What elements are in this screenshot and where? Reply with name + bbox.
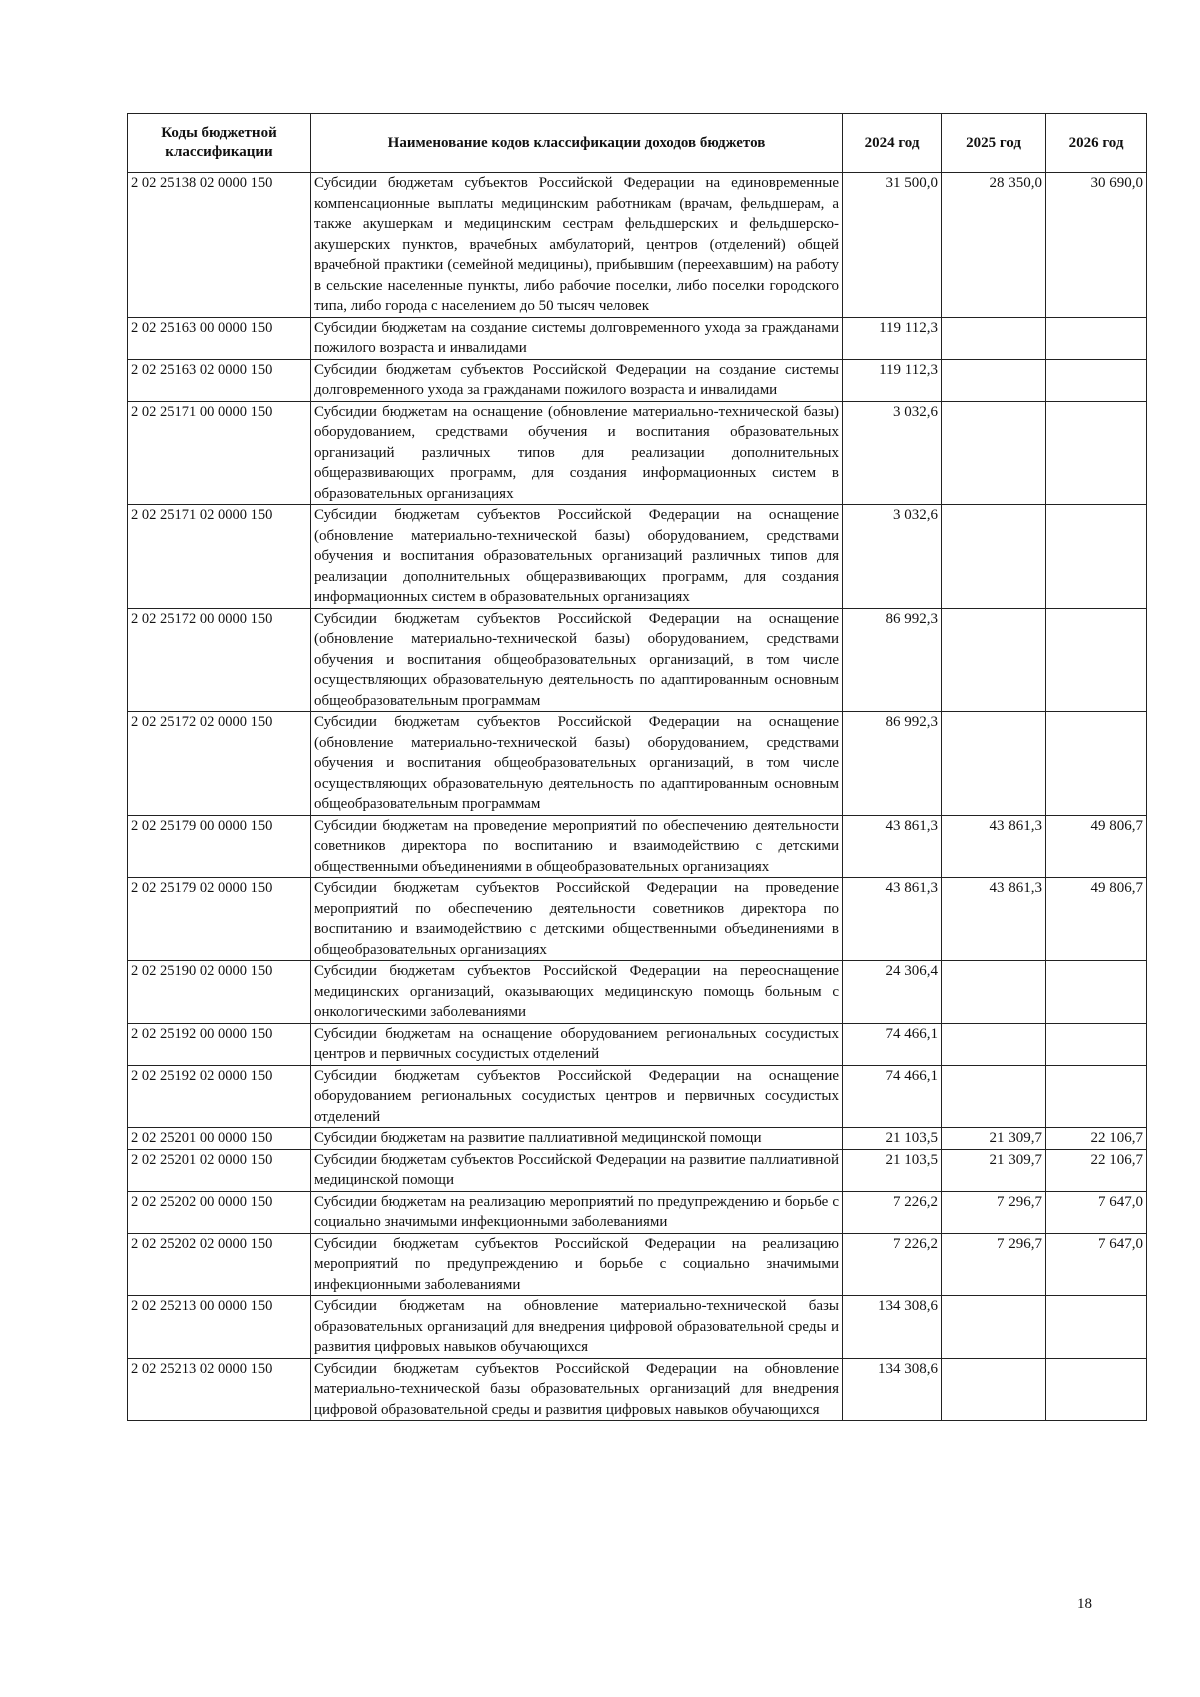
cell-name: Субсидии бюджетам на проведение мероприятий по обеспечению деятельности советников директора по воспитанию и взаимодействию с детскими общественными объединениями в общеобразовательных организациях <box>311 815 843 878</box>
cell-value-2024: 3 032,6 <box>843 401 942 505</box>
cell-value-2024: 24 306,4 <box>843 961 942 1024</box>
cell-name: Субсидии бюджетам на создание системы долговременного ухода за гражданами пожилого возраста и инвалидами <box>311 317 843 359</box>
table-row <box>128 608 1147 712</box>
cell-value-2025 <box>942 1023 1046 1065</box>
cell-value-2026 <box>1046 317 1147 359</box>
cell-code: 2 02 25202 02 0000 150 <box>128 1233 311 1296</box>
cell-value-2025: 21 309,7 <box>942 1149 1046 1191</box>
cell-value-2025 <box>942 505 1046 609</box>
cell-value-2026 <box>1046 608 1147 712</box>
cell-name: Субсидии бюджетам на обновление материально-технической базы образовательных организаций для внедрения цифровой образовательной среды и развития цифровых навыков обучающихся <box>311 1296 843 1359</box>
cell-code: 2 02 25163 00 0000 150 <box>128 317 311 359</box>
cell-code: 2 02 25190 02 0000 150 <box>128 961 311 1024</box>
cell-name: Субсидии бюджетам на оснащение оборудованием региональных сосудистых центров и первичных сосудистых отделений <box>311 1023 843 1065</box>
cell-code: 2 02 25171 00 0000 150 <box>128 401 311 505</box>
cell-name: Субсидии бюджетам субъектов Российской Федерации на оснащение (обновление материально-технической базы) оборудованием, средствами обучения и воспитания образовательных организаций различных типов для реализации дополнительных общеразвивающих программ, для создания информационных систем в образовательных организациях <box>311 505 843 609</box>
table-header-row <box>128 114 1147 173</box>
cell-code: 2 02 25138 02 0000 150 <box>128 173 311 318</box>
cell-code: 2 02 25192 02 0000 150 <box>128 1065 311 1128</box>
table-row <box>128 1296 1147 1359</box>
cell-value-2024: 31 500,0 <box>843 173 942 318</box>
cell-value-2024: 119 112,3 <box>843 359 942 401</box>
cell-value-2024: 43 861,3 <box>843 878 942 961</box>
cell-value-2026 <box>1046 359 1147 401</box>
cell-value-2026 <box>1046 1358 1147 1421</box>
table-row <box>128 505 1147 609</box>
cell-code: 2 02 25201 02 0000 150 <box>128 1149 311 1191</box>
header-code: Коды бюджетной классификации <box>128 114 311 173</box>
table-body <box>128 173 1147 1421</box>
cell-value-2025: 43 861,3 <box>942 878 1046 961</box>
cell-value-2024: 7 226,2 <box>843 1191 942 1233</box>
table-row <box>128 961 1147 1024</box>
header-year-2026: 2026 год <box>1046 114 1147 173</box>
cell-value-2025: 28 350,0 <box>942 173 1046 318</box>
cell-name: Субсидии бюджетам субъектов Российской Федерации на переоснащение медицинских организаций, оказывающих медицинскую помощь больным с онкологическими заболеваниями <box>311 961 843 1024</box>
cell-value-2025 <box>942 961 1046 1024</box>
cell-value-2026: 7 647,0 <box>1046 1233 1147 1296</box>
cell-value-2024: 3 032,6 <box>843 505 942 609</box>
cell-value-2025 <box>942 1296 1046 1359</box>
cell-value-2025: 7 296,7 <box>942 1233 1046 1296</box>
cell-value-2026 <box>1046 961 1147 1024</box>
cell-name: Субсидии бюджетам субъектов Российской Федерации на единовременные компенсационные выплаты медицинским работникам (врачам, фельдшерам, а также акушеркам и медицинским сестрам фельдшерских и фельдшерско-акушерских пунктов, врачебных амбулаторий, центров (отделений) общей врачебной практики (семейной медицины), прибывшим (переехавшим) на работу в сельские населенные пункты, либо рабочие поселки, либо поселки городского типа, либо города с населением до 50 тысяч человек <box>311 173 843 318</box>
cell-value-2024: 119 112,3 <box>843 317 942 359</box>
cell-value-2024: 134 308,6 <box>843 1358 942 1421</box>
cell-value-2024: 74 466,1 <box>843 1065 942 1128</box>
cell-value-2025 <box>942 608 1046 712</box>
cell-value-2026: 22 106,7 <box>1046 1149 1147 1191</box>
cell-value-2026 <box>1046 1065 1147 1128</box>
cell-name: Субсидии бюджетам субъектов Российской Федерации на развитие паллиативной медицинской помощи <box>311 1149 843 1191</box>
table-row <box>128 173 1147 318</box>
cell-value-2024: 43 861,3 <box>843 815 942 878</box>
cell-value-2026: 30 690,0 <box>1046 173 1147 318</box>
table-row <box>128 1065 1147 1128</box>
page-number: 18 <box>1077 1596 1092 1612</box>
table-row <box>128 1149 1147 1191</box>
cell-value-2025: 7 296,7 <box>942 1191 1046 1233</box>
cell-value-2026 <box>1046 505 1147 609</box>
cell-value-2025 <box>942 401 1046 505</box>
cell-value-2025 <box>942 1358 1046 1421</box>
cell-value-2025 <box>942 712 1046 816</box>
cell-value-2024: 21 103,5 <box>843 1149 942 1191</box>
cell-value-2025 <box>942 359 1046 401</box>
cell-code: 2 02 25213 02 0000 150 <box>128 1358 311 1421</box>
cell-value-2025 <box>942 1065 1046 1128</box>
cell-name: Субсидии бюджетам на оснащение (обновление материально-технической базы) оборудованием, средствами обучения и воспитания образовательных организаций различных типов для реализации дополнительных общеразвивающих программ, для создания информационных систем в образовательных организациях <box>311 401 843 505</box>
cell-name: Субсидии бюджетам субъектов Российской Федерации на обновление материально-технической базы образовательных организаций для внедрения цифровой образовательной среды и развития цифровых навыков обучающихся <box>311 1358 843 1421</box>
cell-value-2024: 74 466,1 <box>843 1023 942 1065</box>
table-row <box>128 1191 1147 1233</box>
cell-value-2026: 22 106,7 <box>1046 1128 1147 1150</box>
header-name: Наименование кодов классификации доходов бюджетов <box>311 114 843 173</box>
cell-value-2025: 21 309,7 <box>942 1128 1046 1150</box>
cell-value-2024: 7 226,2 <box>843 1233 942 1296</box>
cell-value-2026 <box>1046 1023 1147 1065</box>
cell-value-2024: 86 992,3 <box>843 712 942 816</box>
table-row <box>128 1358 1147 1421</box>
budget-revenue-table <box>127 113 1147 1421</box>
table-row <box>128 317 1147 359</box>
cell-value-2026: 7 647,0 <box>1046 1191 1147 1233</box>
cell-code: 2 02 25213 00 0000 150 <box>128 1296 311 1359</box>
table-row <box>128 1233 1147 1296</box>
cell-name: Субсидии бюджетам субъектов Российской Федерации на оснащение (обновление материально-технической базы) оборудованием, средствами обучения и воспитания общеобразовательных организаций, в том числе осуществляющих образовательную деятельность по адаптированным основным общеобразовательным программам <box>311 608 843 712</box>
cell-code: 2 02 25192 00 0000 150 <box>128 1023 311 1065</box>
cell-value-2026 <box>1046 1296 1147 1359</box>
cell-code: 2 02 25202 00 0000 150 <box>128 1191 311 1233</box>
cell-name: Субсидии бюджетам субъектов Российской Федерации на проведение мероприятий по обеспечению деятельности советников директора по воспитанию и взаимодействию с детскими общественными объединениями в общеобразовательных организациях <box>311 878 843 961</box>
header-year-2024: 2024 год <box>843 114 942 173</box>
table-row <box>128 878 1147 961</box>
cell-code: 2 02 25201 00 0000 150 <box>128 1128 311 1150</box>
cell-code: 2 02 25171 02 0000 150 <box>128 505 311 609</box>
cell-value-2024: 134 308,6 <box>843 1296 942 1359</box>
cell-name: Субсидии бюджетам на реализацию мероприятий по предупреждению и борьбе с социально значимыми инфекционными заболеваниями <box>311 1191 843 1233</box>
cell-name: Субсидии бюджетам на развитие паллиативной медицинской помощи <box>311 1128 843 1150</box>
cell-code: 2 02 25179 00 0000 150 <box>128 815 311 878</box>
table-row <box>128 815 1147 878</box>
table-row <box>128 1023 1147 1065</box>
cell-code: 2 02 25172 00 0000 150 <box>128 608 311 712</box>
table-row <box>128 712 1147 816</box>
header-year-2025: 2025 год <box>942 114 1046 173</box>
cell-value-2025: 43 861,3 <box>942 815 1046 878</box>
table-row <box>128 1128 1147 1150</box>
cell-name: Субсидии бюджетам субъектов Российской Федерации на оснащение оборудованием региональных сосудистых центров и первичных сосудистых отделений <box>311 1065 843 1128</box>
cell-name: Субсидии бюджетам субъектов Российской Федерации на реализацию мероприятий по предупреждению и борьбе с социально значимыми инфекционными заболеваниями <box>311 1233 843 1296</box>
cell-code: 2 02 25163 02 0000 150 <box>128 359 311 401</box>
cell-value-2026: 49 806,7 <box>1046 878 1147 961</box>
table-row <box>128 401 1147 505</box>
cell-code: 2 02 25179 02 0000 150 <box>128 878 311 961</box>
cell-name: Субсидии бюджетам субъектов Российской Федерации на создание системы долговременного ухода за гражданами пожилого возраста и инвалидами <box>311 359 843 401</box>
table-row <box>128 359 1147 401</box>
cell-name: Субсидии бюджетам субъектов Российской Федерации на оснащение (обновление материально-технической базы) оборудованием, средствами обучения и воспитания общеобразовательных организаций, в том числе осуществляющих образовательную деятельность по адаптированным основным общеобразовательным программам <box>311 712 843 816</box>
cell-value-2026 <box>1046 401 1147 505</box>
cell-value-2026: 49 806,7 <box>1046 815 1147 878</box>
cell-value-2025 <box>942 317 1046 359</box>
cell-value-2026 <box>1046 712 1147 816</box>
cell-code: 2 02 25172 02 0000 150 <box>128 712 311 816</box>
cell-value-2024: 86 992,3 <box>843 608 942 712</box>
cell-value-2024: 21 103,5 <box>843 1128 942 1150</box>
